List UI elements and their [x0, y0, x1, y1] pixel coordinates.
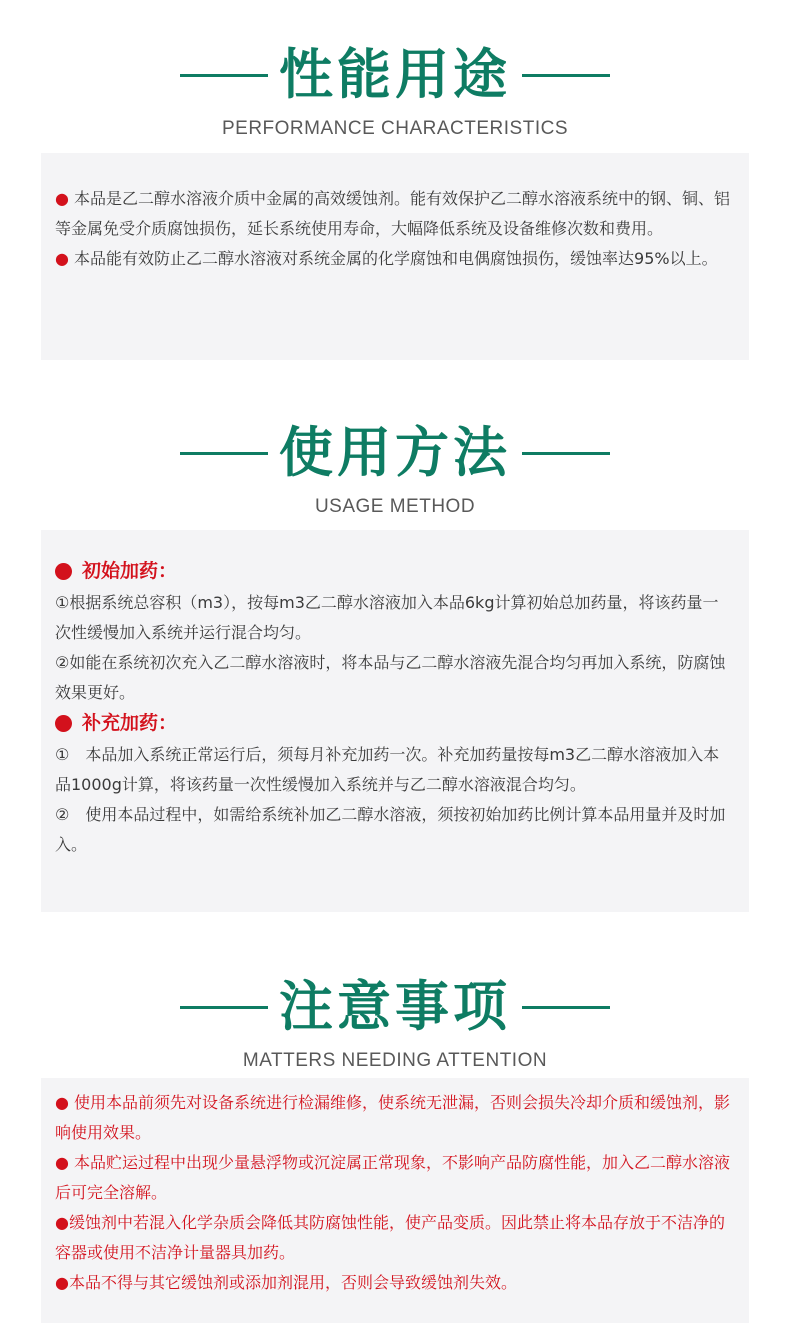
usage-item: ② 使用本品过程中，如需给系统补加乙二醇水溶液，须按初始加药比例计算本品用量并及时加入。 [55, 805, 726, 854]
attention-paragraph: ● 本品贮运过程中出现少量悬浮物或沉淀属正常现象，不影响产品防腐性能，加入乙二醇水溶液后可完全溶解。 [55, 1153, 731, 1202]
attention-paragraph: ● 使用本品前须先对设备系统进行检漏维修，使系统无泄漏，否则会损失冷却介质和缓蚀剂，影响使用效果。 [55, 1093, 731, 1142]
bullet-icon: ● [55, 249, 75, 268]
performance-panel [41, 153, 749, 360]
usage-item: ①根据系统总容积（m3），按每m3乙二醇水溶液加入本品6kg计算初始总加药量，将该药量一次性缓慢加入系统并运行混合均匀。 [55, 593, 719, 642]
header-line-right [522, 74, 610, 77]
header-line-right [522, 1006, 610, 1009]
section-title: 注意事项 [279, 975, 511, 1038]
attention-paragraph: ●缓蚀剂中若混入化学杂质会降低其防腐蚀性能，使产品变质。因此禁止将本品存放于不洁净的容器或使用不洁净计量器具加药。 [55, 1213, 725, 1262]
section-title: 使用方法 [279, 421, 511, 484]
usage-item: ②如能在系统初次充入乙二醇水溶液时，将本品与乙二醇水溶液先混合均匀再加入系统，防腐蚀效果更好。 [55, 653, 726, 702]
section-subtitle: PERFORMANCE CHARACTERISTICS [221, 118, 569, 139]
section-header-performance [0, 40, 790, 140]
usage-item: ① 本品加入系统正常运行后，须每月补充加药一次。补充加药量按每m3乙二醇水溶液加入本品1000g计算，将该药量一次性缓慢加入系统并与乙二醇水溶液混合均匀。 [55, 745, 720, 794]
bullet-icon: ● [55, 189, 75, 208]
header-line-right [522, 452, 610, 455]
section-header-attention [0, 972, 790, 1072]
initial-dosing-heading: 初始加药： [55, 556, 731, 586]
refill-dosing-heading: 补充加药： [55, 708, 731, 738]
bullet-icon [55, 715, 72, 732]
bullet-icon [55, 563, 72, 580]
performance-paragraph: ● 本品能有效防止乙二醇水溶液对系统金属的化学腐蚀和电偶腐蚀损伤，缓蚀率达95%以上。 [55, 249, 718, 268]
section-subtitle: USAGE METHOD [314, 496, 476, 517]
attention-paragraph: ●本品不得与其它缓蚀剂或添加剂混用，否则会导致缓蚀剂失效。 [55, 1273, 517, 1292]
section-subtitle: MATTERS NEEDING ATTENTION [242, 1050, 548, 1071]
section-title: 性能用途 [279, 43, 511, 106]
usage-panel [41, 530, 749, 912]
section-header-usage [0, 418, 790, 518]
attention-panel [41, 1078, 749, 1323]
performance-paragraph: ● 本品是乙二醇水溶液介质中金属的高效缓蚀剂。能有效保护乙二醇水溶液系统中的钢、铜、铝等金属免受介质腐蚀损伤，延长系统使用寿命，大幅降低系统及设备维修次数和费用。 [55, 189, 731, 238]
